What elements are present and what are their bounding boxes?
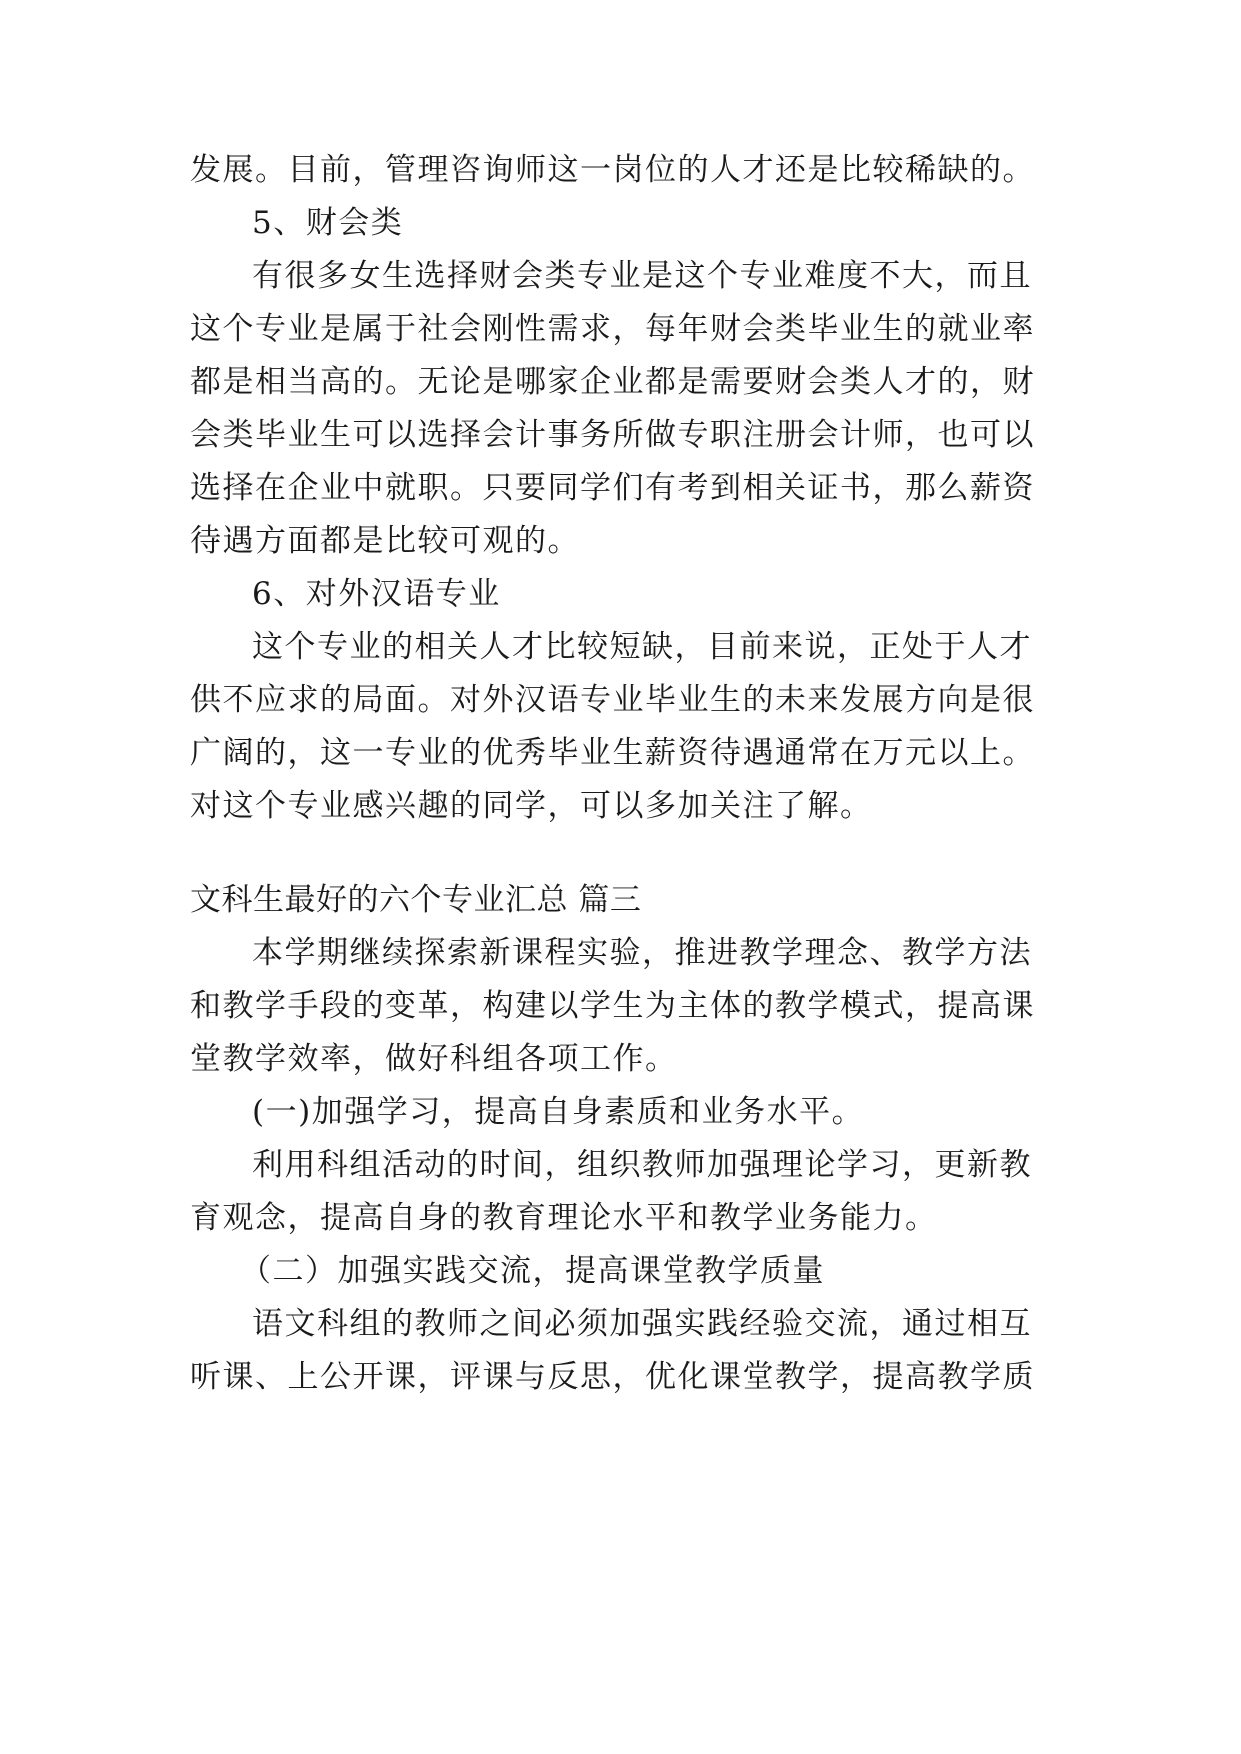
paragraph-line: 供不应求的局面。对外汉语专业毕业生的未来发展方向是很 <box>190 682 1035 718</box>
subsection-title-1: (一)加强学习，提高自身素质和业务水平。 <box>252 1094 865 1130</box>
paragraph-line: 对这个专业感兴趣的同学，可以多加关注了解。 <box>190 788 873 824</box>
paragraph-line: 有很多女生选择财会类专业是这个专业难度不大，而且 <box>252 258 1032 294</box>
item-title-5: 5、财会类 <box>252 205 404 241</box>
paragraph-line: 选择在企业中就职。只要同学们有考到相关证书，那么薪资 <box>190 470 1035 506</box>
paragraph-line: 发展。目前，管理咨询师这一岗位的人才还是比较稀缺的。 <box>190 152 1035 188</box>
section-heading: 文科生最好的六个专业汇总 篇三 <box>190 882 642 918</box>
paragraph-line: 会类毕业生可以选择会计事务所做专职注册会计师，也可以 <box>190 417 1035 453</box>
paragraph-line: 和教学手段的变革，构建以学生为主体的教学模式，提高课 <box>190 988 1035 1024</box>
paragraph-line: 都是相当高的。无论是哪家企业都是需要财会类人才的，财 <box>190 364 1035 400</box>
paragraph-line: 利用科组活动的时间，组织教师加强理论学习，更新教 <box>252 1147 1032 1183</box>
paragraph-line: 广阔的，这一专业的优秀毕业生薪资待遇通常在万元以上。 <box>190 735 1035 771</box>
paragraph-line: 听课、上公开课，评课与反思，优化课堂教学，提高教学质 <box>190 1359 1035 1395</box>
paragraph-line: 本学期继续探索新课程实验，推进教学理念、教学方法 <box>252 935 1032 971</box>
paragraph-line: 堂教学效率，做好科组各项工作。 <box>190 1041 678 1077</box>
paragraph-line: 这个专业是属于社会刚性需求，每年财会类毕业生的就业率 <box>190 311 1035 347</box>
subsection-title-2: （二）加强实践交流，提高课堂教学质量 <box>240 1253 825 1289</box>
item-title-6: 6、对外汉语专业 <box>252 576 501 612</box>
paragraph-line: 语文科组的教师之间必须加强实践经验交流，通过相互 <box>252 1306 1032 1342</box>
paragraph-line: 待遇方面都是比较可观的。 <box>190 523 580 559</box>
paragraph-line: 这个专业的相关人才比较短缺，目前来说，正处于人才 <box>252 629 1032 665</box>
paragraph-line: 育观念，提高自身的教育理论水平和教学业务能力。 <box>190 1200 938 1236</box>
